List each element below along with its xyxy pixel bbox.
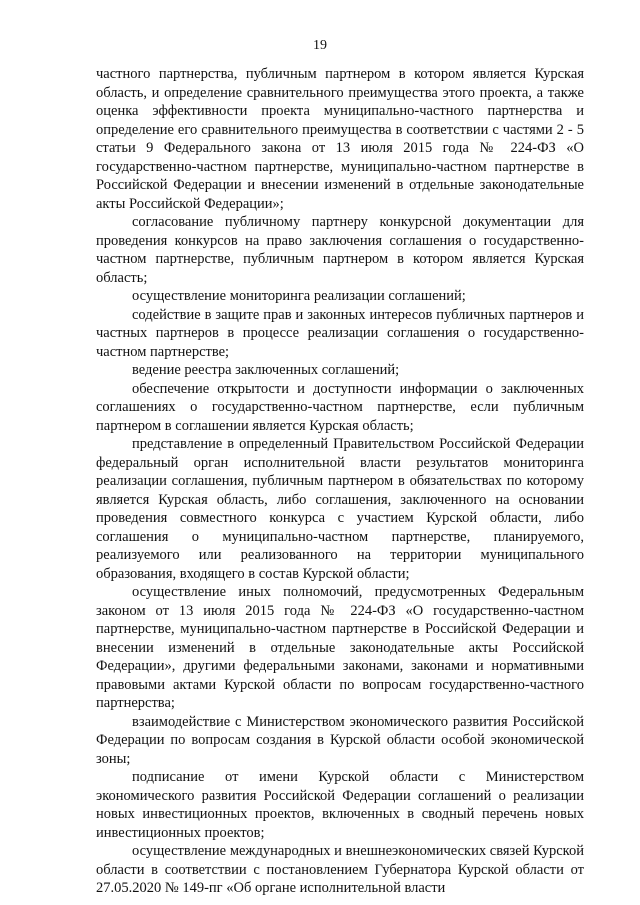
paragraph-7: представление в определенный Правительством Российской Федерации федеральный орган исполнительной власти результатов мониторинга реализации соглашения, публичным партнером в обязательствах по которому является Курская область, либо соглашения, заключенного на основании проведения совместного конкурса с участием Курской области, либо соглашения о муниципально-частном партнерстве, планируемого, реализуемого или реализованного на территории муниципального образования, входящего в состав Курской области; [96, 436, 584, 582]
paragraph-6: обеспечение открытости и доступности информации о заключенных соглашениях о государственно-частном партнерстве, если публичным партнером в соглашении является Курская область; [96, 380, 584, 434]
paragraph-3: осуществление мониторинга реализации соглашений; [132, 288, 466, 304]
page-body [96, 65, 584, 898]
paragraph-2: согласование публичному партнеру конкурсной документации для проведения конкурсов на право заключения соглашения о государственно-частном партнерстве, публичным партнером в котором является Курская область; [96, 214, 584, 286]
page-number: 19 [313, 38, 327, 53]
paragraph-9: взаимодействие с Министерством экономического развития Российской Федерации по вопросам создания в Курской области особой экономической зоны; [96, 713, 584, 767]
paragraph-5: ведение реестра заключенных соглашений; [132, 362, 400, 378]
paragraph-8: осуществление иных полномочий, предусмотренных Федеральным законом от 13 июля 2015 года № 224-ФЗ «О государственно-частном партнерстве, муниципально-частном партнерстве в Российской Федерации и внесении изменений в отдельные законодательные акты Российской Федерации», другими федеральными законами, законами и нормативными правовыми актами Курской области по вопросам государственно-частного партнерства; [96, 584, 584, 711]
paragraph-4: содействие в защите прав и законных интересов публичных партнеров и частных партнеров в процессе реализации соглашения о государственно-частном партнерстве; [96, 306, 584, 360]
paragraph-11: осуществление международных и внешнеэкономических связей Курской области в соответствии с постановлением Губернатора Курской области от 27.05.2020 № 149-пг «Об органе исполнительной власти [96, 843, 584, 896]
paragraph-1: частного партнерства, публичным партнером в котором является Курская область, и определение сравнительного преимущества этого проекта, а также оценка эффективности проекта муниципально-частного партнерства и определение его сравнительного преимущества в соответствии с частями 2 - 5 статьи 9 Федерального закона от 13 июля 2015 года № 224-ФЗ «О государственно-частном партнерстве, муниципально-частном партнерстве в Российской Федерации и внесении изменений в отдельные законодательные акты Российской Федерации»; [96, 66, 584, 212]
paragraph-10: подписание от имени Курской области с Министерством экономического развития Российской Федерации соглашений о реализации новых инвестиционных проектов, включенных в сводный перечень новых инвестиционных проектов; [96, 769, 584, 841]
